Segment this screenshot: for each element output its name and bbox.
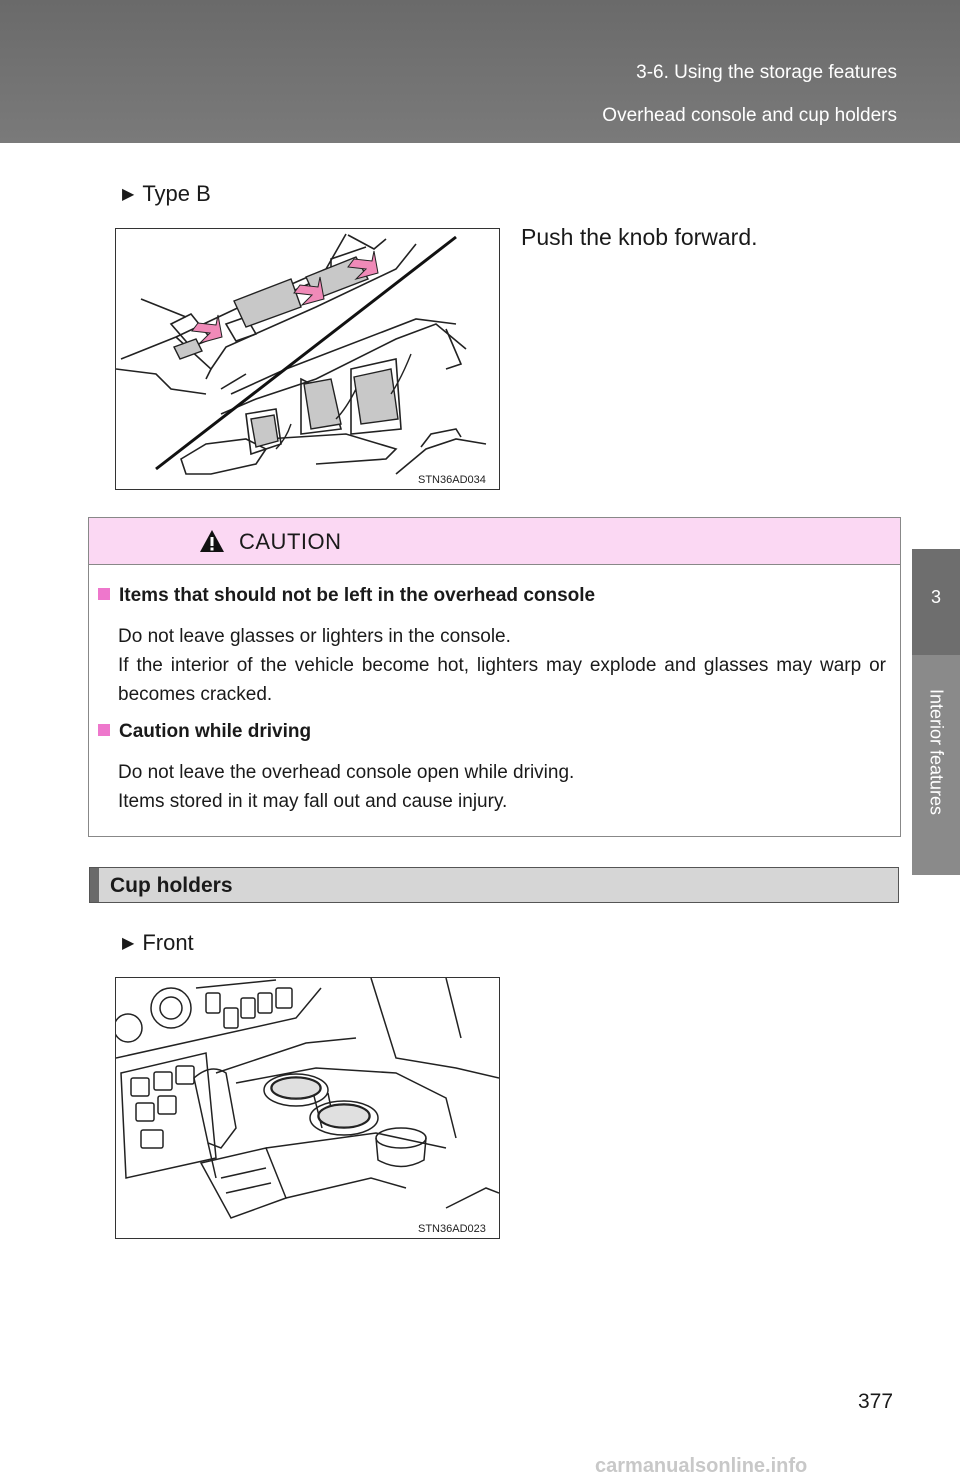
caution-item-title-text: Caution while driving xyxy=(119,721,312,742)
heading-bar xyxy=(90,868,99,902)
overhead-console-illustration xyxy=(116,229,499,489)
figure-code: STN36AD034 xyxy=(418,474,486,486)
warning-icon xyxy=(199,529,225,553)
front-label: Front xyxy=(142,930,194,955)
page-header xyxy=(0,0,960,143)
type-b-label: Type B xyxy=(142,181,211,206)
chapter-number: 3 xyxy=(930,587,941,607)
section-title: 3-6. Using the storage features xyxy=(636,62,897,83)
caution-title: CAUTION xyxy=(239,529,342,554)
subsection-title: Overhead console and cup holders xyxy=(602,105,897,126)
caution-item-title xyxy=(98,585,595,607)
pink-square-icon xyxy=(98,588,110,600)
triangle-bullet-icon: ▶ xyxy=(122,935,135,952)
triangle-bullet-icon: ▶ xyxy=(122,186,135,203)
type-b-bullet xyxy=(122,181,211,207)
caution-box xyxy=(88,517,901,837)
page-number: 377 xyxy=(858,1390,894,1413)
caution-line: Items stored in it may fall out and cause injury. xyxy=(118,791,508,812)
caution-line: Do not leave glasses or lighters in the console. xyxy=(118,626,511,647)
type-b-instruction: Push the knob forward. xyxy=(521,224,758,250)
section-heading xyxy=(89,867,899,903)
cup-holder-illustration xyxy=(116,978,499,1238)
front-bullet xyxy=(122,930,194,956)
pink-square-icon xyxy=(98,724,110,736)
figure-code: STN36AD023 xyxy=(418,1223,486,1235)
watermark: carmanualsonline.info xyxy=(595,1455,808,1477)
caution-item-title-text: Items that should not be left in the overhead console xyxy=(119,585,596,606)
caution-header xyxy=(89,518,900,565)
caution-line: If the interior of the vehicle become hot, lighters may explode and glasses may warp or becomes cracked. xyxy=(118,655,886,705)
caution-item-title xyxy=(98,721,311,743)
chapter-tab xyxy=(912,549,960,655)
caution-item-text xyxy=(118,622,886,709)
chapter-label: Interior features xyxy=(926,688,947,816)
cup-holder-figure xyxy=(115,977,500,1239)
overhead-console-figure xyxy=(115,228,500,490)
caution-item-text xyxy=(118,758,886,816)
caution-line: Do not leave the overhead console open while driving. xyxy=(118,762,575,783)
section-heading-label: Cup holders xyxy=(110,874,233,897)
